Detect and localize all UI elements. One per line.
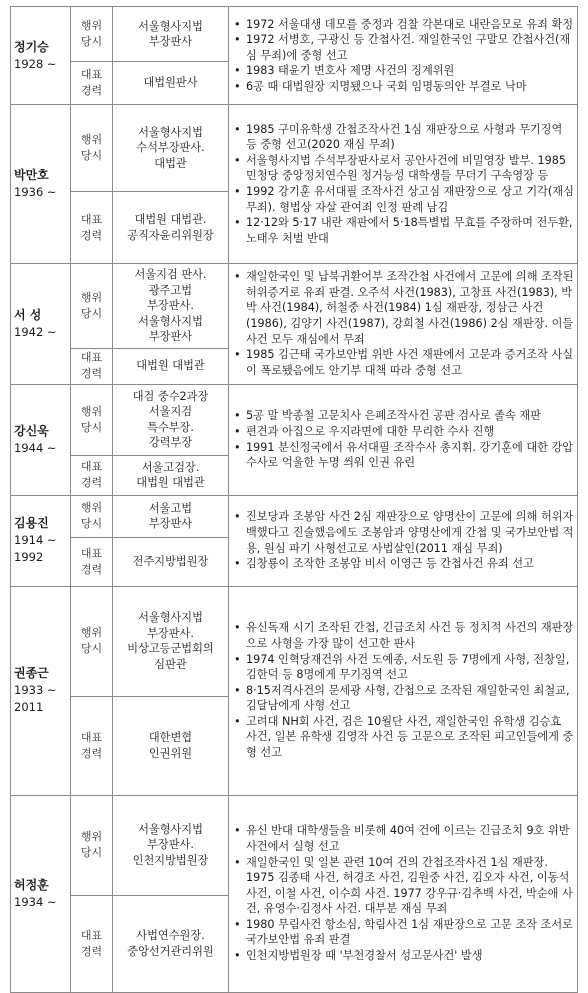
position-line: 부장판사: [148, 330, 193, 343]
judge-row: [11, 7, 578, 62]
label-line: 대표: [80, 68, 103, 81]
event-item: • 1972 서병호, 구광신 등 간첩사건. 재일한국인 구말모 간첩사건(재심 무죄)에 중형 선고: [233, 32, 574, 63]
position-line: 비상고등군법회의: [127, 642, 214, 655]
event-item: • 12·12와 5·17 내란 재판에서 5·18특별법 무효를 주장하며 전두환, 노태우 처벌 반대: [233, 215, 574, 246]
act-positions: [113, 7, 229, 62]
position-line: 대한변협: [148, 731, 193, 744]
events-cell: [229, 7, 578, 105]
judges-table: [10, 6, 578, 993]
position-line: 서울형사지법: [138, 19, 203, 33]
label-line: 행위: [80, 133, 103, 146]
judge-years: 1942 ~: [14, 324, 57, 339]
position-line: 인천지방법원장: [132, 853, 209, 867]
event-item: • 1985 김근태 국가보안법 위반 사건 재판에서 고문과 증거조작 사실이 폭로됐음에도 안기부 대책 따라 중형 선고: [233, 347, 574, 378]
label-line: 행위: [80, 404, 103, 418]
label-act: [71, 7, 113, 62]
event-item: • 인천지방법원장 때 '부천경찰서 성고문사건' 발생: [233, 948, 574, 964]
label-line: 대표: [80, 546, 103, 560]
judge-name-cell: [11, 795, 71, 992]
label-rep: [71, 895, 113, 992]
label-line: 대표: [80, 212, 103, 226]
event-item: • 고려대 NH회 사건, 검은 10월단 사건, 재일한국인 유학생 김승효 사건, 일본 유학생 김영작 사건 등 고문으로 조작된 피고인들에게 중형 선고: [233, 714, 574, 761]
judge-name-cell: [11, 264, 71, 385]
events-list: [233, 122, 574, 247]
position-line: 대법원 대법관: [136, 359, 205, 373]
judge-years: 1936 ~: [14, 185, 57, 199]
position-line: 대법관: [154, 156, 187, 170]
event-item: • 6공 때 대법원장 지명됐으나 국회 임명동의안 부결로 낙마: [233, 79, 574, 95]
label-line: 경력: [80, 562, 103, 576]
label-line: 행위: [80, 290, 103, 304]
events-cell: [229, 384, 578, 495]
judge-row: [11, 586, 578, 696]
label-line: 경력: [80, 746, 103, 760]
position-line: 수석부장판사.: [136, 141, 205, 155]
position-line: 서울형사지법: [138, 125, 203, 139]
label-act: [71, 105, 113, 192]
label-line: 경력: [80, 476, 103, 489]
event-item: • 1991 분신정국에서 유서대필 조작수사 총지휘. 강기훈에 대한 강압 수사로 억울한 누명 씌워 인권 유린: [233, 440, 574, 471]
position-line: 부장판사.: [147, 299, 194, 312]
rep-positions: [113, 348, 229, 384]
position-line: 부장판사: [148, 517, 193, 530]
position-line: 인권위원: [148, 746, 193, 760]
judge-row: [11, 105, 578, 192]
rep-positions: [113, 455, 229, 495]
judge-row: [11, 795, 578, 895]
judge-years: 1928 ~: [14, 56, 57, 71]
position-line: 전주지방법원장: [132, 554, 209, 568]
event-item: • 1985 구미유학생 간첩조작사건 1심 재판장으로 사형과 무기징역 등 중형 선고(2020 재심 무죄): [233, 122, 574, 153]
rep-positions: [113, 192, 229, 264]
event-item: • 1980 무림사건 항소심, 학림사건 1심 재판장으로 고문 조작 조서로 국가보안법 유죄 판결: [233, 917, 574, 948]
event-item: • 1992 강기훈 유서대필 조작사건 상고심 재판장으로 상고 기각(재심 무죄). 형법상 자살 관여죄 인정 판례 남김: [233, 184, 574, 215]
judge-name: 강신욱: [14, 423, 49, 438]
position-line: 부장판사: [148, 35, 193, 48]
judge-years: 1914 ~ 1992: [14, 533, 57, 564]
event-item: • 재일한국인 및 일본 관련 10여 건의 간첩조작사건 1심 재판장. 1975 김종태 사건, 허경조 사건, 김원중 사건, 김오자 사건, 이동석 사건, 이철 사건, 이수희 사건. 1977 강우규·김추백 사건, 박순애 사건, 유영수·김정사 사건. 대부분 재심 무죄: [233, 855, 574, 917]
label-line: 당시: [80, 642, 103, 655]
judge-name: 박만호: [14, 168, 49, 182]
events-list: [233, 823, 574, 963]
position-line: 대법원 대법관: [136, 476, 205, 489]
label-rep: [71, 696, 113, 795]
label-line: 당시: [80, 846, 103, 859]
label-line: 경력: [80, 84, 103, 97]
label-line: 당시: [80, 306, 103, 320]
position-line: 서울지검: [148, 405, 193, 418]
label-line: 대표: [80, 730, 103, 744]
position-line: 대법원 대법관.: [134, 213, 207, 226]
position-line: 부장판사.: [147, 838, 194, 852]
position-line: 서울형사지법: [138, 822, 203, 836]
position-line: 서울형사지법: [138, 611, 203, 624]
act-positions: [113, 384, 229, 455]
position-line: 광주고법: [148, 283, 193, 297]
position-line: 대법원판사: [143, 76, 198, 90]
label-line: 당시: [80, 35, 103, 48]
position-line: 서울고검장.: [141, 460, 200, 474]
judge-name-cell: [11, 586, 71, 795]
judge-name-cell: [11, 384, 71, 495]
position-line: 서울고법: [148, 501, 193, 515]
label-act: [71, 586, 113, 696]
position-line: 서울형사지법: [138, 314, 203, 328]
rep-positions: [113, 696, 229, 795]
label-line: 행위: [80, 830, 103, 843]
label-act: [71, 384, 113, 455]
position-line: 특수부장.: [147, 420, 194, 434]
position-line: 강력부장: [148, 436, 193, 449]
judge-name: 김용진: [14, 516, 49, 530]
events-cell: [229, 795, 578, 992]
event-item: • 1974 인혁당재건위 사건 도예종, 서도원 등 7명에게 사형, 전창일, 김한덕 등 8명에게 무기징역 선고: [233, 652, 574, 683]
events-list: [233, 408, 574, 470]
events-cell: [229, 264, 578, 385]
events-cell: [229, 105, 578, 264]
label-line: 대표: [80, 351, 103, 364]
label-line: 경력: [80, 228, 103, 242]
label-line: 대표: [80, 928, 103, 942]
event-item: • 유신독재 시기 조작된 간첩, 긴급조치 사건 등 정치적 사건의 재판장으로 사형을 가장 많이 선고한 판사: [233, 620, 574, 651]
judge-name: 정기승: [14, 39, 49, 54]
events-cell: [229, 586, 578, 795]
label-line: 당시: [80, 420, 103, 434]
judge-name-cell: [11, 105, 71, 264]
label-act: [71, 795, 113, 895]
act-positions: [113, 586, 229, 696]
event-item: • 김창룡이 조작한 조봉암 비서 이영근 등 간첩사건 유죄 선고: [233, 556, 574, 572]
judge-name-cell: [11, 495, 71, 586]
event-item: • 진보당과 조봉암 사건 2심 재판장으로 양명산이 고문에 의해 허위자백했다고 진술했음에도 조봉암과 양명산에게 간첩 및 국가보안법 적용, 원심 파기 사형선고로 사법살인(2011 재심 무죄): [233, 509, 574, 556]
label-line: 행위: [80, 19, 103, 32]
label-line: 행위: [80, 626, 103, 639]
label-line: 당시: [80, 517, 103, 530]
position-line: 중앙선거관리위원: [127, 944, 214, 958]
event-item: • 1972 서울대생 데모를 중정과 검찰 각본대로 내란음모로 유죄 확정: [233, 17, 574, 33]
events-list: [233, 620, 574, 760]
judge-name: 허정훈: [14, 877, 49, 892]
event-item: • 재일한국인 및 납북귀환어부 조작간첩 사건에서 고문에 의해 조작된 허위증거로 유죄 판결. 오주석 사건(1983), 고창표 사건(1983), 박박 사건(1984), 허철중 사건(1984) 1심 재판장, 정삼근 사건(1986), 김양기 사건(1987), 강희철 사건(1986) 2심 재판장. 이들 사건 모두 재심에서 무죄: [233, 269, 574, 347]
events-cell: [229, 495, 578, 586]
event-item: • 8·15저격사건의 문세광 사형, 간첩으로 조작된 재일한국인 최철교, 김달남에게 사형 선고: [233, 683, 574, 714]
judge-name-cell: [11, 7, 71, 105]
position-line: 사법연수원장.: [136, 929, 205, 942]
label-act: [71, 264, 113, 349]
judge-row: [11, 264, 578, 349]
label-line: 당시: [80, 149, 103, 162]
events-list: [233, 17, 574, 95]
label-rep: [71, 192, 113, 264]
rep-positions: [113, 537, 229, 586]
event-item: • 유신 반대 대학생들을 비롯해 40여 건에 이르는 긴급조치 9호 위반 사건에서 실형 선고: [233, 823, 574, 854]
judge-row: [11, 495, 578, 537]
event-item: • 서울형사지법 수석부장판사로서 공안사건에 비밀영장 발부. 1985 민청당 중앙정치연수원 정거능성 대학생들 무더기 구속영장 등: [233, 153, 574, 184]
event-item: • 1983 태윤기 변호사 제명 사건의 징계위원: [233, 63, 574, 79]
events-list: [233, 269, 574, 378]
act-positions: [113, 495, 229, 537]
rep-positions: [113, 62, 229, 105]
label-rep: [71, 62, 113, 105]
position-line: 공직자윤리위원장: [127, 228, 214, 242]
judge-years: 1944 ~: [14, 440, 57, 455]
label-line: 대표: [80, 460, 103, 473]
label-rep: [71, 537, 113, 586]
label-rep: [71, 455, 113, 495]
label-line: 경력: [80, 944, 103, 958]
event-item: • 5공 말 박종철 고문치사 은폐조작사건 공판 검사로 졸속 재판: [233, 408, 574, 424]
judge-years: 1934 ~: [14, 894, 57, 909]
judge-name: 권종근: [14, 666, 49, 680]
judge-years: 1933 ~ 2011: [14, 683, 57, 714]
judge-row: [11, 384, 578, 455]
act-positions: [113, 105, 229, 192]
events-list: [233, 509, 574, 571]
event-item: • 편견과 아집으로 우지라면에 대한 무리한 수사 진행: [233, 424, 574, 440]
judges-table-body: [11, 7, 578, 993]
label-rep: [71, 348, 113, 384]
position-line: 심판관: [154, 657, 187, 671]
position-line: 서울지검 판사.: [134, 268, 207, 281]
label-act: [71, 495, 113, 537]
label-line: 경력: [80, 367, 103, 380]
act-positions: [113, 264, 229, 349]
position-line: 대검 중수2과장: [132, 389, 209, 403]
act-positions: [113, 795, 229, 895]
position-line: 부장판사.: [147, 626, 194, 640]
label-line: 행위: [80, 501, 103, 514]
rep-positions: [113, 895, 229, 992]
judge-name: 서 성: [14, 307, 42, 322]
